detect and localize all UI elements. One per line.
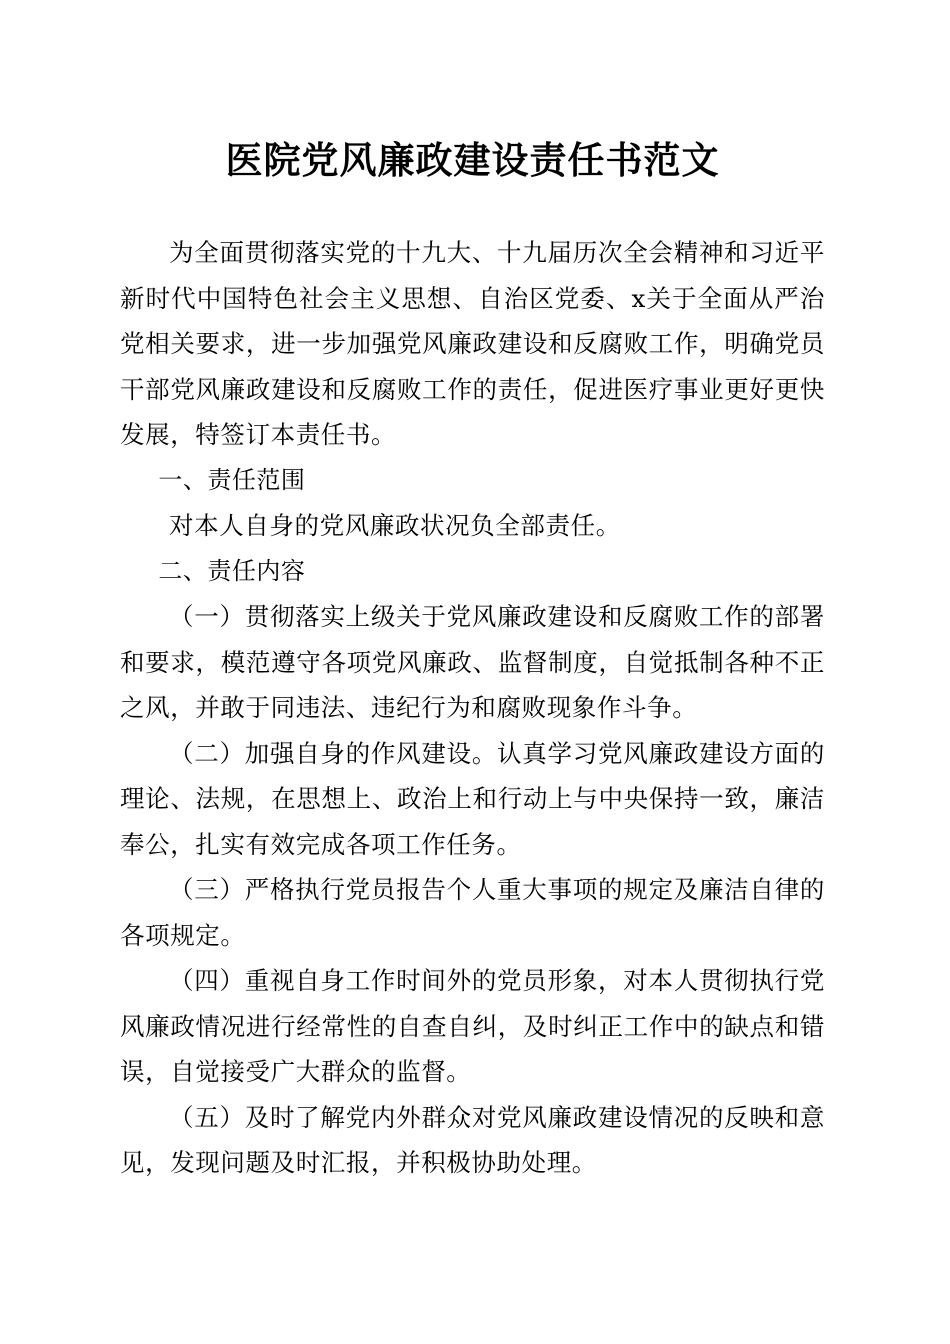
scope-paragraph: 对本人自身的党风廉政状况负全部责任。 <box>169 511 621 540</box>
content-item-1: （一）贯彻落实上级关于党风廉政建设和反腐败工作的部署和要求，模范遵守各项党风廉政、监督制度，自觉抵制各种不正之风，并敢于同违法、违纪行为和腐败现象作斗争。 <box>120 602 825 722</box>
intro-paragraph: 为全面贯彻落实党的十九大、十九届历次全会精神和习近平新时代中国特色社会主义思想、自治区党委、x关于全面从严治党相关要求，进一步加强党风廉政建设和反腐败工作，明确党员干部党风廉政建设和反腐败工作的责任，促进医疗事业更好更快发展，特签订本责任书。 <box>120 238 825 449</box>
document-page <box>120 130 825 1186</box>
content-item-4: （四）重视自身工作时间外的党员形象，对本人贯彻执行党风廉政情况进行经常性的自查自纠，及时纠正工作中的缺点和错误，自觉接受广大群众的监督。 <box>120 966 825 1086</box>
section-heading-content: 二、责任内容 <box>158 556 306 585</box>
content-item-3: （三）严格执行党员报告个人重大事项的规定及廉洁自律的各项规定。 <box>120 875 825 950</box>
content-item-2: （二）加强自身的作风建设。认真学习党风廉政建设方面的理论、法规，在思想上、政治上和行动上与中央保持一致，廉洁奉公，扎实有效完成各项工作任务。 <box>120 738 825 859</box>
document-title: 医院党风廉政建设责任书范文 <box>225 138 720 182</box>
section-heading-scope: 一、责任范围 <box>158 465 306 494</box>
content-item-5: （五）及时了解党内外群众对党风廉政建设情况的反映和意见，发现问题及时汇报，并积极协助处理。 <box>120 1102 825 1177</box>
